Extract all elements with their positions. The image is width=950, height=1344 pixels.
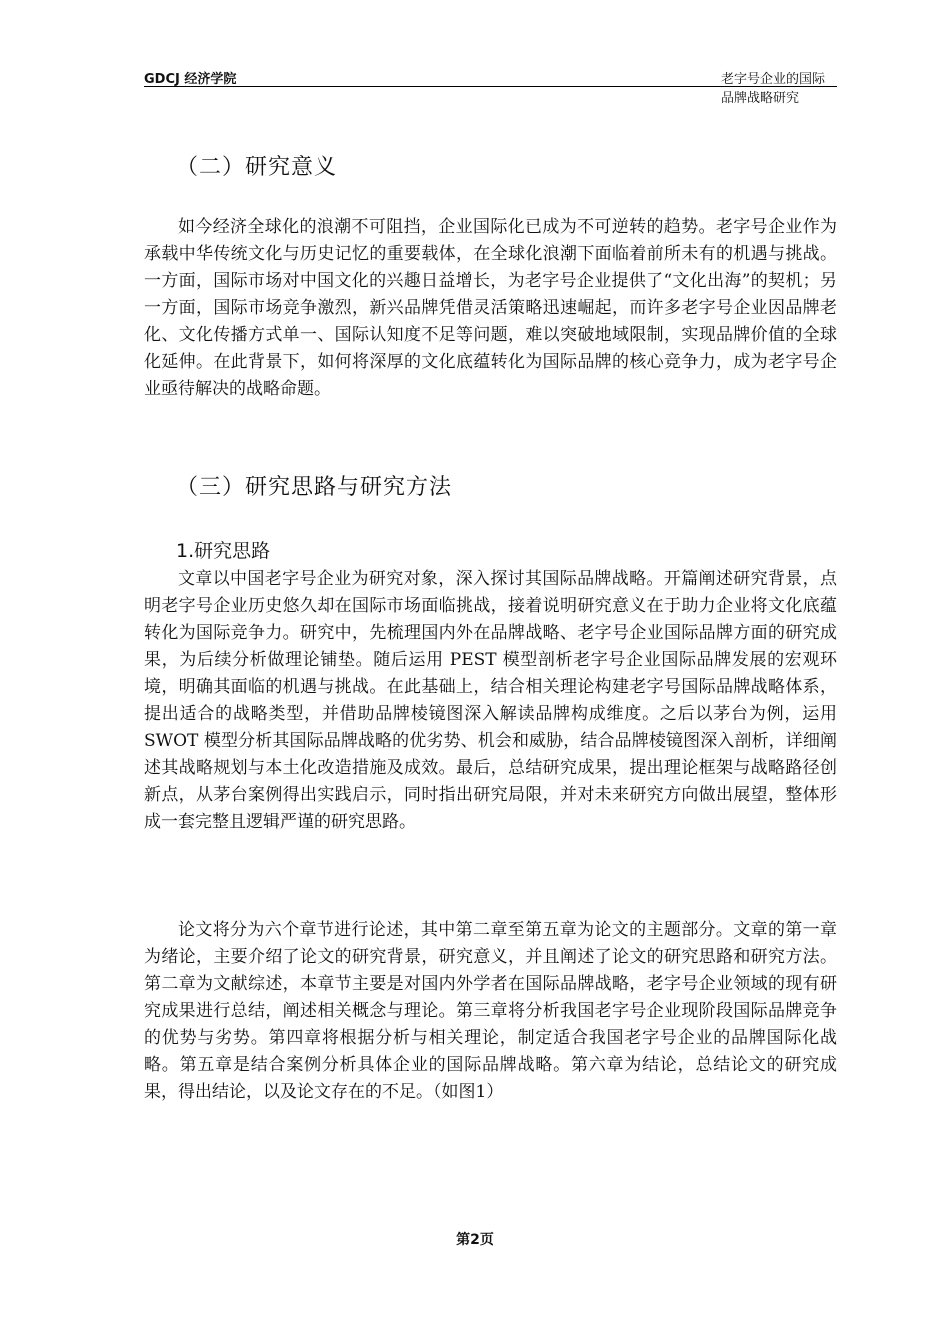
header-school: GDCJ 经济学院 xyxy=(144,72,237,87)
subsection-heading-research-idea: 1.研究思路 xyxy=(176,540,271,562)
page-number: 第2页 xyxy=(456,1232,494,1248)
paragraph-chapter-structure: 论文将分为六个章节进行论述，其中第二章至第五章为论文的主题部分。文章的第一章为绪论，主要介绍了论文的研究背景，研究意义，并且阐述了论文的研究思路和研究方法。第二章为文献综述，本章节主要是对国内外学者在国际品牌战略，老字号企业领域的现有研究成果进行总结，阐述相关概念与理论。第三章将分析我国老字号企业现阶段国际品牌竞争的优势与劣势。第四章将根据分析与相关理论，制定适合我国老字号企业的品牌国际化战略。第五章是结合案例分析具体企业的国际品牌战略。第六章为结论，总结论文的研究成果，得出结论，以及论文存在的不足。（如图1） xyxy=(144,920,837,1102)
page-header xyxy=(144,66,837,106)
section-heading-approach: （三）研究思路与研究方法 xyxy=(176,475,453,500)
paragraph-research-idea: 文章以中国老字号企业为研究对象，深入探讨其国际品牌战略。开篇阐述研究背景，点明老字号企业历史悠久却在国际市场面临挑战，接着说明研究意义在于助力企业将文化底蕴转化为国际竞争力。研究中，先梳理国内外在品牌战略、老字号企业国际品牌方面的研究成果，为后续分析做理论铺垫。随后运用 PEST 模型剖析老字号企业国际品牌发展的宏观环境，明确其面临的机遇与挑战。在此基础上，结合相关理论构建老字号国际品牌战略体系，提出适合的战略类型，并借助品牌棱镜图深入解读品牌构成维度。之后以茅台为例，运用 SWOT 模型分析其国际品牌战略的优劣势、机会和威胁，结合品牌棱镜图深入剖析，详细阐述其战略规划与本土化改造措施及成效。最后，总结研究成果，提出理论框架与战略路径创新点，从茅台案例得出实践启示，同时指出研究局限，并对未来研究方向做出展望，整体形成一套完整且逻辑严谨的研究思路。 xyxy=(144,569,837,832)
header-thesis-title: 老字号企业的国际品牌战略研究 xyxy=(721,72,826,106)
section-heading-significance: （二）研究意义 xyxy=(176,155,338,180)
paragraph-significance: 如今经济全球化的浪潮不可阻挡，企业国际化已成为不可逆转的趋势。老字号企业作为承载中华传统文化与历史记忆的重要载体，在全球化浪潮下面临着前所未有的机遇与挑战。一方面，国际市场对中国文化的兴趣日益增长，为老字号企业提供了“文化出海”的契机；另一方面，国际市场竞争激烈，新兴品牌凭借灵活策略迅速崛起，而许多老字号企业因品牌老化、文化传播方式单一、国际认知度不足等问题，难以突破地域限制，实现品牌价值的全球化延伸。在此背景下，如何将深厚的文化底蕴转化为国际品牌的核心竞争力，成为老字号企业亟待解决的战略命题。 xyxy=(144,217,837,399)
